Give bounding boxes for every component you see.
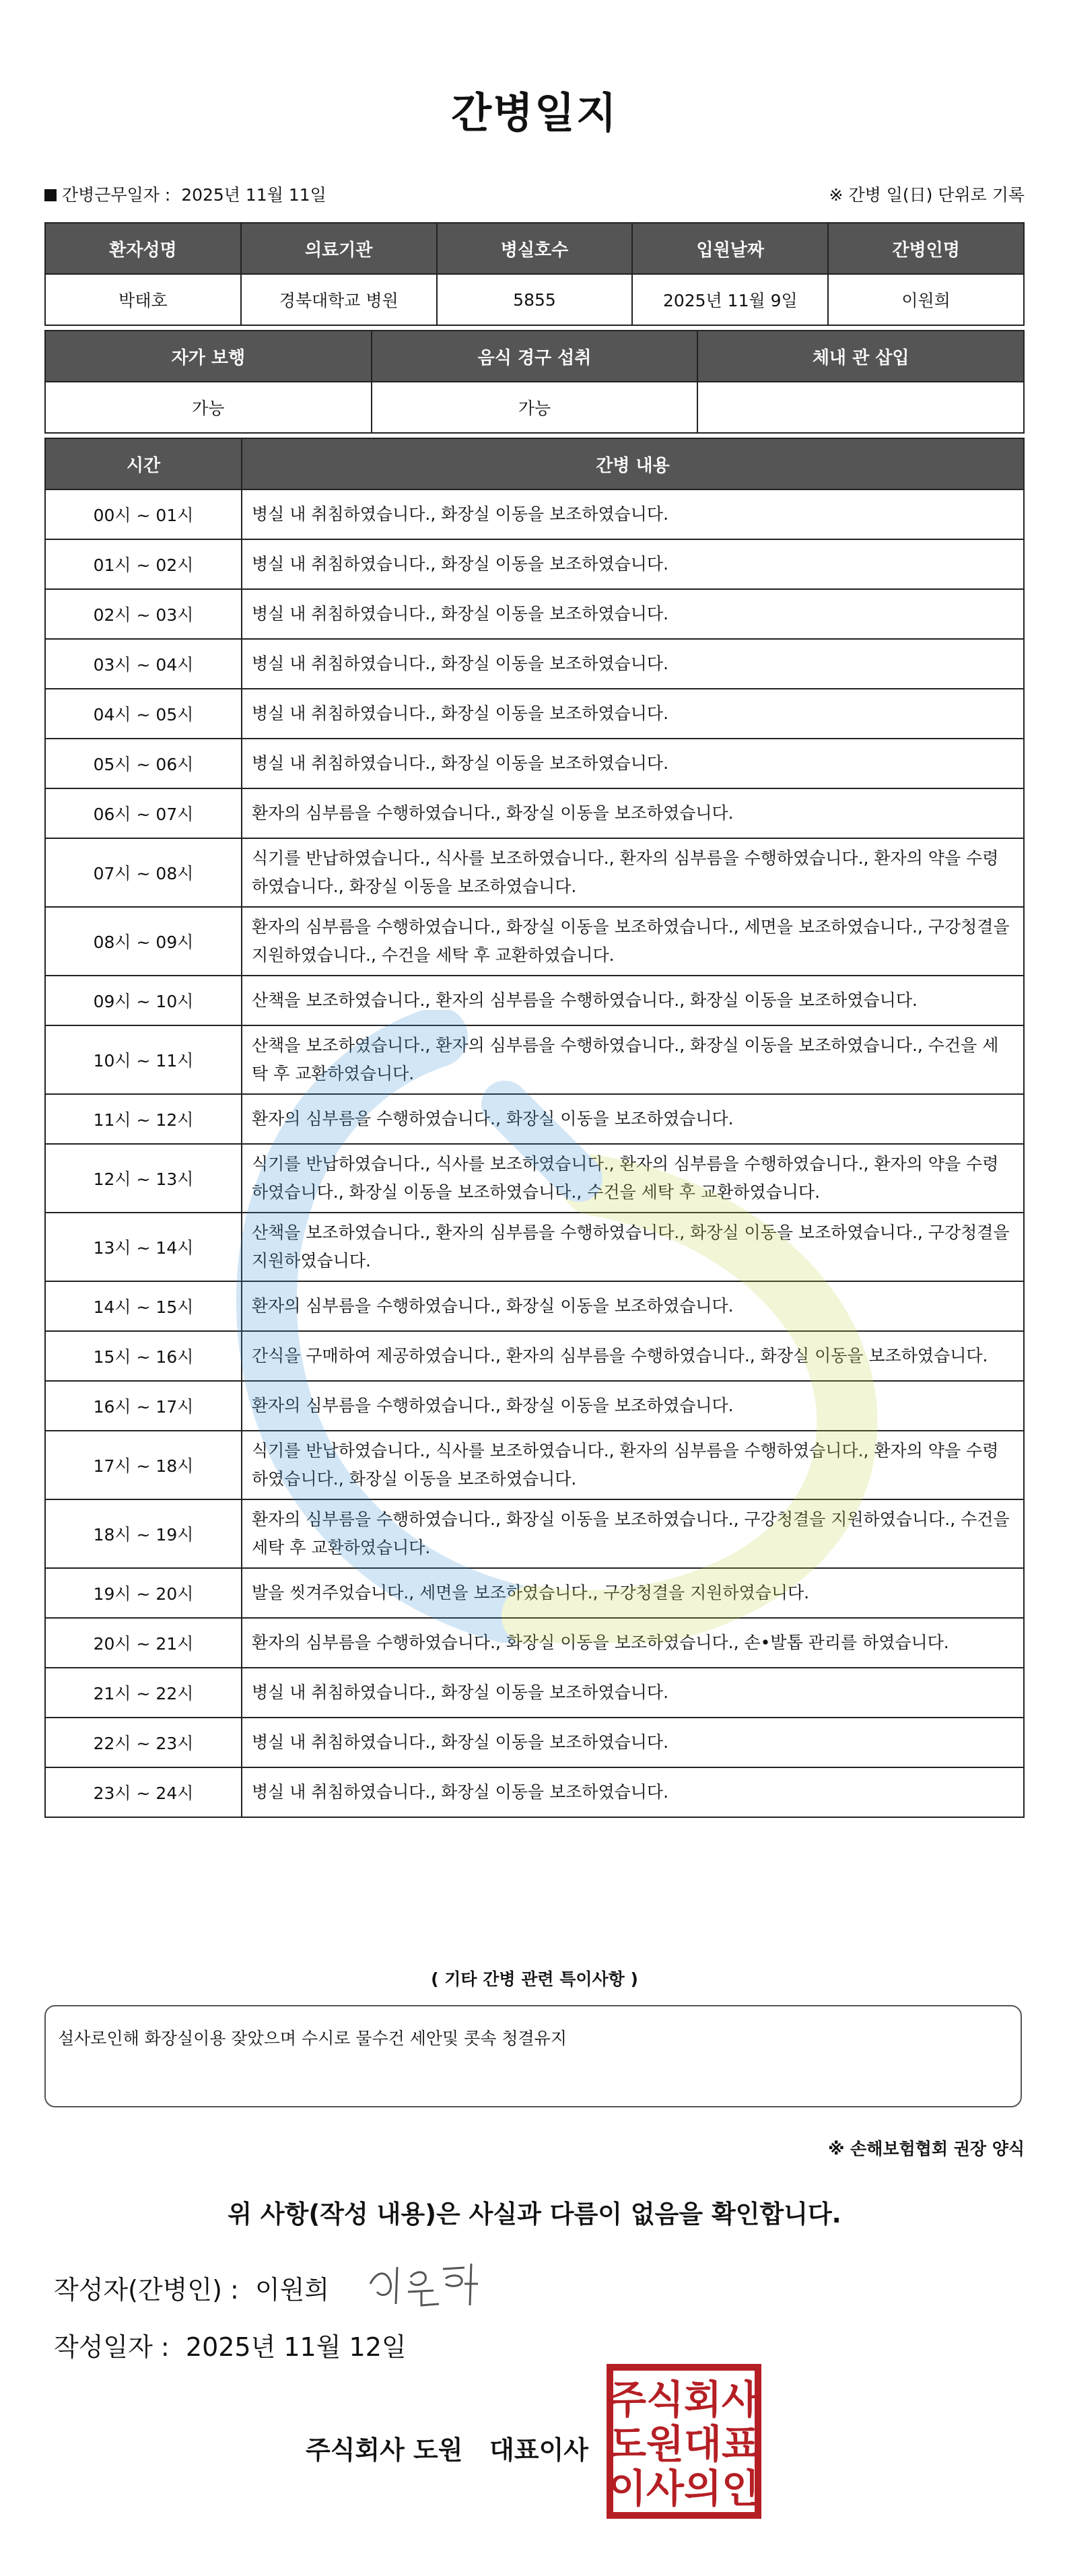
hospital-name: 경북대학교 병원 [241,274,437,325]
care-log-table [44,438,1025,1818]
care-log-body [45,489,1024,1817]
recommend-note: ※ 손해보험협회 권장 양식 [828,2139,1025,2159]
header-care-content: 간병 내용 [242,438,1024,489]
table-row [45,1281,1024,1331]
other-notes-title: ( 기타 간병 관련 특이사항 ) [431,1969,638,1989]
seal-line-3: 이사의인 [608,2466,760,2511]
row-time: 23시 ~ 24시 [45,1767,242,1817]
company-seal-icon [606,2363,762,2519]
row-content: 환자의 심부름을 수행하였습니다., 화장실 이동을 보조하였습니다. [242,788,1024,838]
row-time: 07시 ~ 08시 [45,838,242,907]
row-time: 02시 ~ 03시 [45,589,242,639]
header-self-walking: 자가 보행 [45,331,372,382]
table-row [45,1331,1024,1381]
caregiver-name: 이원희 [828,274,1024,325]
table-row [45,1381,1024,1431]
row-content: 식기를 반납하였습니다., 식사를 보조하였습니다., 환자의 심부름을 수행하였습니다., 환자의 약을 수령하였습니다., 화장실 이동을 보조하였습니다. [242,1431,1024,1499]
seal-line-2: 도원대표 [608,2421,760,2467]
row-content: 병실 내 취침하였습니다., 화장실 이동을 보조하였습니다. [242,539,1024,589]
row-content: 식기를 반납하였습니다., 식사를 보조하였습니다., 환자의 심부름을 수행하였습니다., 환자의 약을 수령하였습니다., 화장실 이동을 보조하였습니다. [242,838,1024,907]
record-unit-note: ※ 간병 일(日) 단위로 기록 [829,185,1025,205]
table-row [45,1025,1024,1094]
row-time: 04시 ~ 05시 [45,689,242,739]
table-row [45,1718,1024,1767]
seal-line-1: 주식회사 [608,2377,760,2422]
row-time: 03시 ~ 04시 [45,639,242,689]
table-row [45,1767,1024,1817]
written-date-row [54,2326,407,2363]
written-date-label: 작성일자 : [54,2332,170,2362]
row-content: 산책을 보조하였습니다., 환자의 심부름을 수행하였습니다., 화장실 이동을 보조하였습니다., 구강청결을 지원하였습니다. [242,1213,1024,1281]
row-content: 환자의 심부름을 수행하였습니다., 화장실 이동을 보조하였습니다., 손•발톱 관리를 하였습니다. [242,1618,1024,1668]
row-content: 환자의 심부름을 수행하였습니다., 화장실 이동을 보조하였습니다. [242,1381,1024,1431]
row-content: 산책을 보조하였습니다., 환자의 심부름을 수행하였습니다., 화장실 이동을 보조하였습니다. [242,976,1024,1025]
table-row [45,976,1024,1025]
row-time: 10시 ~ 11시 [45,1025,242,1094]
row-time: 11시 ~ 12시 [45,1094,242,1144]
row-content: 식기를 반납하였습니다., 식사를 보조하였습니다., 환자의 심부름을 수행하였습니다., 환자의 약을 수령하였습니다., 화장실 이동을 보조하였습니다., 수건을 세탁 후 교환하였습니다. [242,1144,1024,1213]
row-time: 16시 ~ 17시 [45,1381,242,1431]
table-row [45,589,1024,639]
header-patient-name: 환자성명 [45,223,241,274]
table-row [45,1094,1024,1144]
table-row [45,1431,1024,1499]
admission-date: 2025년 11월 9일 [632,274,828,325]
header-admission-date: 입원날짜 [632,223,828,274]
table-row [45,739,1024,788]
row-content: 병실 내 취침하였습니다., 화장실 이동을 보조하였습니다. [242,489,1024,539]
row-content: 환자의 심부름을 수행하였습니다., 화장실 이동을 보조하였습니다., 구강청결을 지원하였습니다., 수건을 세탁 후 교환하였습니다. [242,1499,1024,1568]
row-content: 병실 내 취침하였습니다., 화장실 이동을 보조하였습니다. [242,639,1024,689]
row-time: 01시 ~ 02시 [45,539,242,589]
row-content: 환자의 심부름을 수행하였습니다., 화장실 이동을 보조하였습니다., 세면을 보조하였습니다., 구강청결을 지원하였습니다., 수건을 세탁 후 교환하였습니다. [242,907,1024,976]
row-time: 17시 ~ 18시 [45,1431,242,1499]
row-content: 병실 내 취침하였습니다., 화장실 이동을 보조하였습니다. [242,739,1024,788]
work-date-value: 2025년 11월 11일 [181,185,326,205]
table-row [45,1499,1024,1568]
writer-label: 작성자(간병인) : [54,2275,239,2305]
writer-name: 이원희 [254,2275,330,2305]
writer-row [54,2269,329,2306]
company-signature: 주식회사 도원 대표이사 [306,2435,588,2465]
header-hospital: 의료기관 [241,223,437,274]
header-tube-insertion: 체내 관 삽입 [697,331,1024,382]
row-content: 병실 내 취침하였습니다., 화장실 이동을 보조하였습니다. [242,589,1024,639]
confirmation-statement: 위 사항(작성 내용)은 사실과 다름이 없음을 확인합니다. [228,2200,841,2229]
row-time: 13시 ~ 14시 [45,1213,242,1281]
row-time: 05시 ~ 06시 [45,739,242,788]
row-content: 병실 내 취침하였습니다., 화장실 이동을 보조하였습니다. [242,689,1024,739]
table-row [45,689,1024,739]
table-row [45,1668,1024,1718]
header-room-number: 병실호수 [437,223,633,274]
table-row [45,539,1024,589]
table-row [45,1144,1024,1213]
document-title: 간병일지 [451,88,618,137]
table-row [45,489,1024,539]
row-time: 19시 ~ 20시 [45,1568,242,1618]
patient-info-table [44,222,1025,326]
header-oral-intake: 음식 경구 섭취 [372,331,698,382]
row-content: 병실 내 취침하였습니다., 화장실 이동을 보조하였습니다. [242,1668,1024,1718]
row-content: 병실 내 취침하였습니다., 화장실 이동을 보조하였습니다. [242,1718,1024,1767]
row-content: 산책을 보조하였습니다., 환자의 심부름을 수행하였습니다., 화장실 이동을 보조하였습니다., 수건을 세탁 후 교환하였습니다. [242,1025,1024,1094]
table-row [45,1213,1024,1281]
row-time: 18시 ~ 19시 [45,1499,242,1568]
row-content: 환자의 심부름을 수행하였습니다., 화장실 이동을 보조하였습니다. [242,1094,1024,1144]
row-content: 병실 내 취침하였습니다., 화장실 이동을 보조하였습니다. [242,1767,1024,1817]
row-time: 00시 ~ 01시 [45,489,242,539]
row-time: 22시 ~ 23시 [45,1718,242,1767]
work-date-label: 간병근무일자 : [62,185,171,205]
table-row [45,788,1024,838]
row-time: 21시 ~ 22시 [45,1668,242,1718]
row-time: 08시 ~ 09시 [45,907,242,976]
self-walking-value: 가능 [45,382,372,433]
room-number: 5855 [437,274,633,325]
ability-table [44,330,1025,434]
row-time: 20시 ~ 21시 [45,1618,242,1668]
tube-insertion-value [697,382,1024,433]
square-bullet-icon [44,189,57,201]
table-row [45,838,1024,907]
row-content: 간식을 구매하여 제공하였습니다., 환자의 심부름을 수행하였습니다., 화장실 이동을 보조하였습니다. [242,1331,1024,1381]
row-content: 환자의 심부름을 수행하였습니다., 화장실 이동을 보조하였습니다. [242,1281,1024,1331]
row-content: 발을 씻겨주었습니다., 세면을 보조하였습니다., 구강청결을 지원하였습니다. [242,1568,1024,1618]
row-time: 09시 ~ 10시 [45,976,242,1025]
row-time: 15시 ~ 16시 [45,1331,242,1381]
written-date-value: 2025년 11월 12일 [185,2332,407,2362]
other-notes-box: 설사로인해 화장실이용 잦았으며 수시로 물수건 세안및 콧속 청결유지 [44,2005,1022,2107]
table-row [45,639,1024,689]
header-caregiver-name: 간병인명 [828,223,1024,274]
work-date [44,182,326,206]
header-time: 시간 [45,438,242,489]
oral-intake-value: 가능 [372,382,698,433]
table-row [45,907,1024,976]
table-row [45,1618,1024,1668]
patient-name: 박태호 [45,274,241,325]
handwritten-signature-icon [364,2257,485,2311]
row-time: 12시 ~ 13시 [45,1144,242,1213]
table-row [45,1568,1024,1618]
row-time: 06시 ~ 07시 [45,788,242,838]
row-time: 14시 ~ 15시 [45,1281,242,1331]
